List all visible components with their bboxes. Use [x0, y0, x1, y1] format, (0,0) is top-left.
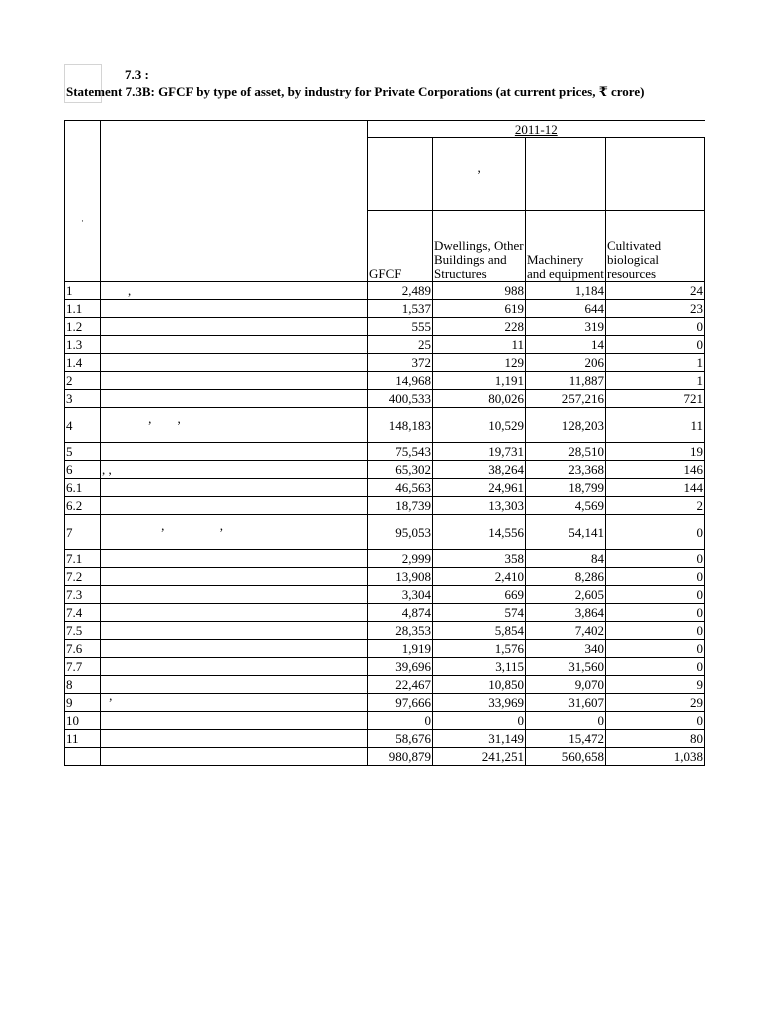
- col-gfcf: GFCF: [368, 211, 433, 282]
- row-value: 644: [526, 300, 606, 318]
- row-value: 65,302: [368, 461, 433, 479]
- cbr-subheader: [606, 138, 705, 211]
- row-label: [101, 336, 368, 354]
- gfcf-table-container: [64, 120, 704, 766]
- row-value: 31,607: [526, 694, 606, 712]
- row-value: 0: [606, 586, 705, 604]
- row-label: [101, 372, 368, 390]
- row-label: ,: [101, 282, 368, 300]
- table-row: [65, 730, 705, 748]
- row-id: 1.2: [65, 318, 101, 336]
- row-label: [101, 586, 368, 604]
- row-value: 38,264: [433, 461, 526, 479]
- dwellings-subheader: ’: [433, 138, 526, 211]
- statement-title: Statement 7.3B: GFCF by type of asset, by industry for Private Corporations (at current prices, ₹ crore): [66, 84, 645, 99]
- row-id: 9: [65, 694, 101, 712]
- row-id: 3: [65, 390, 101, 408]
- row-value: 75,543: [368, 443, 433, 461]
- row-value: 129: [433, 354, 526, 372]
- row-value: 84: [526, 550, 606, 568]
- row-id: [65, 748, 101, 766]
- row-value: 0: [606, 658, 705, 676]
- row-label: ’ ’: [101, 408, 368, 443]
- row-label: [101, 604, 368, 622]
- row-id: 7.1: [65, 550, 101, 568]
- row-value: 0: [606, 568, 705, 586]
- table-row: [65, 694, 705, 712]
- row-value: 29: [606, 694, 705, 712]
- row-label: [101, 748, 368, 766]
- row-value: 555: [368, 318, 433, 336]
- table-row: [65, 712, 705, 730]
- table-row: [65, 336, 705, 354]
- table-row: [65, 390, 705, 408]
- row-value: 11,887: [526, 372, 606, 390]
- row-value: 319: [526, 318, 606, 336]
- row-value: 4,874: [368, 604, 433, 622]
- row-value: 340: [526, 640, 606, 658]
- gfcf-subheader: [368, 138, 433, 211]
- row-id: 7.4: [65, 604, 101, 622]
- table-row: [65, 443, 705, 461]
- row-value: 560,658: [526, 748, 606, 766]
- row-value: 39,696: [368, 658, 433, 676]
- table-row: [65, 282, 705, 300]
- statement-number: 7.3 :: [125, 67, 149, 82]
- row-id: 7.3: [65, 586, 101, 604]
- row-value: 980,879: [368, 748, 433, 766]
- row-value: 9: [606, 676, 705, 694]
- row-value: 619: [433, 300, 526, 318]
- row-value: 1,537: [368, 300, 433, 318]
- row-value: 257,216: [526, 390, 606, 408]
- col-cultivated: Cultivated biological resources: [606, 211, 705, 282]
- row-label: [101, 676, 368, 694]
- row-value: 14,968: [368, 372, 433, 390]
- row-id: 1.3: [65, 336, 101, 354]
- row-id: 5: [65, 443, 101, 461]
- row-id: 6.1: [65, 479, 101, 497]
- row-value: 988: [433, 282, 526, 300]
- sl-no-header: ·: [65, 121, 101, 282]
- row-value: 11: [433, 336, 526, 354]
- row-label: [101, 712, 368, 730]
- row-label: ’ ’: [101, 515, 368, 550]
- table-row: [65, 300, 705, 318]
- industry-header: [101, 121, 368, 282]
- row-value: 1,919: [368, 640, 433, 658]
- row-value: 228: [433, 318, 526, 336]
- row-label: [101, 479, 368, 497]
- row-value: 1,038: [606, 748, 705, 766]
- row-value: 18,799: [526, 479, 606, 497]
- row-value: 0: [606, 712, 705, 730]
- table-row: [65, 515, 705, 550]
- row-value: 58,676: [368, 730, 433, 748]
- row-label: [101, 622, 368, 640]
- row-value: 11: [606, 408, 705, 443]
- row-id: 7.5: [65, 622, 101, 640]
- row-value: 23,368: [526, 461, 606, 479]
- table-row: [65, 461, 705, 479]
- row-value: 400,533: [368, 390, 433, 408]
- row-value: 46,563: [368, 479, 433, 497]
- row-value: 3,115: [433, 658, 526, 676]
- row-value: 22,467: [368, 676, 433, 694]
- row-value: 206: [526, 354, 606, 372]
- row-value: 54,141: [526, 515, 606, 550]
- row-label: [101, 550, 368, 568]
- table-row: [65, 622, 705, 640]
- col-dwellings: Dwellings, Other Buildings and Structures: [433, 211, 526, 282]
- machinery-subheader: [526, 138, 606, 211]
- row-value: 148,183: [368, 408, 433, 443]
- row-value: 0: [606, 336, 705, 354]
- row-value: 0: [368, 712, 433, 730]
- row-value: 1,576: [433, 640, 526, 658]
- row-value: 0: [433, 712, 526, 730]
- row-value: 25: [368, 336, 433, 354]
- row-value: 97,666: [368, 694, 433, 712]
- row-value: 0: [606, 550, 705, 568]
- row-label: [101, 443, 368, 461]
- row-value: 80: [606, 730, 705, 748]
- row-value: 9,070: [526, 676, 606, 694]
- row-id: 6: [65, 461, 101, 479]
- row-value: 2,605: [526, 586, 606, 604]
- row-value: 24,961: [433, 479, 526, 497]
- row-value: 31,560: [526, 658, 606, 676]
- row-value: 669: [433, 586, 526, 604]
- row-value: 0: [606, 622, 705, 640]
- row-value: 358: [433, 550, 526, 568]
- row-value: 0: [526, 712, 606, 730]
- row-value: 2,410: [433, 568, 526, 586]
- row-value: 128,203: [526, 408, 606, 443]
- row-value: 0: [606, 604, 705, 622]
- row-value: 28,510: [526, 443, 606, 461]
- gfcf-table: [64, 120, 705, 766]
- row-value: 241,251: [433, 748, 526, 766]
- row-value: 574: [433, 604, 526, 622]
- row-id: 4: [65, 408, 101, 443]
- row-value: 1,191: [433, 372, 526, 390]
- row-label: [101, 658, 368, 676]
- row-label: [101, 640, 368, 658]
- row-id: 1: [65, 282, 101, 300]
- row-label: [101, 354, 368, 372]
- row-value: 14,556: [433, 515, 526, 550]
- row-value: 1: [606, 354, 705, 372]
- row-id: 1.1: [65, 300, 101, 318]
- row-value: 721: [606, 390, 705, 408]
- table-row: [65, 497, 705, 515]
- row-value: 144: [606, 479, 705, 497]
- row-value: 15,472: [526, 730, 606, 748]
- table-row: [65, 372, 705, 390]
- row-value: 1,184: [526, 282, 606, 300]
- row-id: 11: [65, 730, 101, 748]
- table-row: [65, 676, 705, 694]
- row-value: 372: [368, 354, 433, 372]
- row-value: 19: [606, 443, 705, 461]
- row-value: 2,999: [368, 550, 433, 568]
- row-value: 146: [606, 461, 705, 479]
- corner-cell: [64, 64, 102, 85]
- row-value: 13,303: [433, 497, 526, 515]
- row-label: [101, 318, 368, 336]
- table-row: [65, 604, 705, 622]
- table-row: [65, 640, 705, 658]
- row-label: [101, 390, 368, 408]
- row-value: 13,908: [368, 568, 433, 586]
- table-row: [65, 479, 705, 497]
- row-value: 3,304: [368, 586, 433, 604]
- row-value: 80,026: [433, 390, 526, 408]
- row-value: 33,969: [433, 694, 526, 712]
- row-value: 23: [606, 300, 705, 318]
- row-label: [101, 497, 368, 515]
- row-value: 14: [526, 336, 606, 354]
- row-label: [101, 730, 368, 748]
- row-value: 95,053: [368, 515, 433, 550]
- table-body: [65, 282, 705, 766]
- row-value: 8,286: [526, 568, 606, 586]
- row-id: 6.2: [65, 497, 101, 515]
- row-value: 19,731: [433, 443, 526, 461]
- row-value: 2: [606, 497, 705, 515]
- row-value: 0: [606, 640, 705, 658]
- table-row: [65, 748, 705, 766]
- row-value: 24: [606, 282, 705, 300]
- table-row: [65, 658, 705, 676]
- table-row: [65, 318, 705, 336]
- row-label: , ,: [101, 461, 368, 479]
- table-row: [65, 408, 705, 443]
- table-row: [65, 568, 705, 586]
- table-row: [65, 586, 705, 604]
- row-label: [101, 300, 368, 318]
- row-id: 7.6: [65, 640, 101, 658]
- row-id: 2: [65, 372, 101, 390]
- row-label: ’: [101, 694, 368, 712]
- row-id: 10: [65, 712, 101, 730]
- row-label: [101, 568, 368, 586]
- row-value: 10,529: [433, 408, 526, 443]
- row-value: 2,489: [368, 282, 433, 300]
- row-value: 0: [606, 318, 705, 336]
- row-id: 7.7: [65, 658, 101, 676]
- row-value: 5,854: [433, 622, 526, 640]
- row-id: 1.4: [65, 354, 101, 372]
- row-id: 7.2: [65, 568, 101, 586]
- row-value: 10,850: [433, 676, 526, 694]
- row-value: 1: [606, 372, 705, 390]
- row-value: 18,739: [368, 497, 433, 515]
- table-row: [65, 354, 705, 372]
- row-value: 7,402: [526, 622, 606, 640]
- row-value: 0: [606, 515, 705, 550]
- table-row: [65, 550, 705, 568]
- row-id: 7: [65, 515, 101, 550]
- row-value: 4,569: [526, 497, 606, 515]
- row-value: 28,353: [368, 622, 433, 640]
- row-id: 8: [65, 676, 101, 694]
- year-header: 2011-12: [368, 121, 705, 138]
- row-value: 3,864: [526, 604, 606, 622]
- col-machinery: Machinery and equipment: [526, 211, 606, 282]
- row-value: 31,149: [433, 730, 526, 748]
